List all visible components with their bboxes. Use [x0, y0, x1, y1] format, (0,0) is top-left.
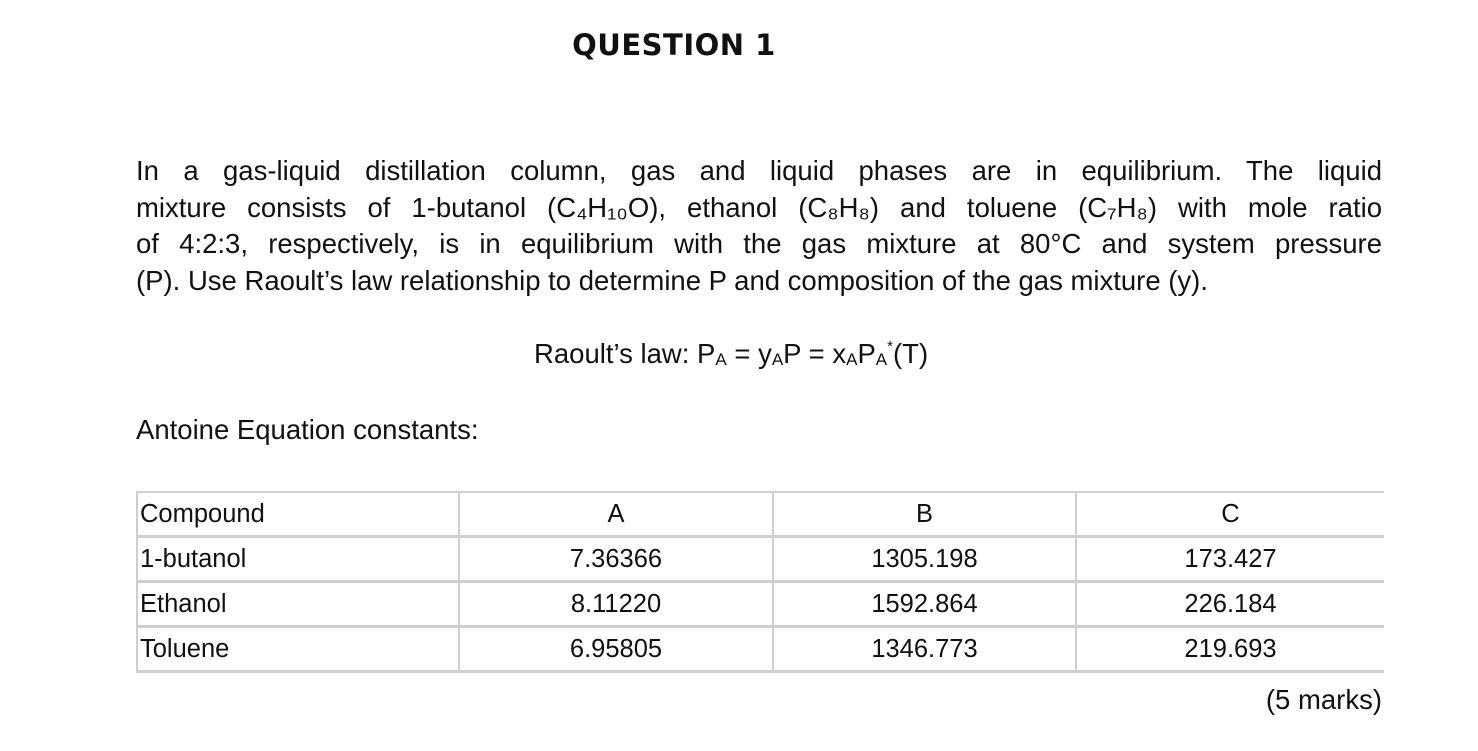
raoult-subscript: A [715, 350, 727, 369]
table-cell: 6.95805 [459, 627, 773, 672]
raoult-text: (T) [892, 338, 929, 369]
paragraph-line: mixture consists of 1-butanol (C₄H₁₀O), ethanol (C₈H₈) and toluene (C₇H₈) with mole ratio [136, 191, 1382, 223]
table-cell: 8.11220 [459, 582, 773, 627]
raoult-subscript: A [771, 350, 784, 369]
table-cell: 219.693 [1076, 627, 1384, 672]
table-cell: 7.36366 [459, 537, 773, 582]
raoult-superscript: * [887, 338, 893, 355]
table-cell: 173.427 [1076, 537, 1384, 582]
table-cell: 226.184 [1076, 582, 1384, 627]
raoult-text: = y [726, 338, 772, 369]
raoult-text: P [857, 338, 876, 369]
question-paragraph [136, 153, 1382, 299]
marks-label: (5 marks) [1265, 684, 1382, 715]
table-row [137, 582, 1384, 627]
table-cell: 1346.773 [773, 627, 1076, 672]
paragraph-line: In a gas-liquid distillation column, gas and liquid phases are in equilibrium. The liquid [136, 155, 1382, 186]
raoult-text: Raoult’s law: P [534, 338, 716, 369]
antoine-constants-table [136, 491, 1384, 673]
table-cell: 1-butanol [137, 537, 459, 582]
antoine-label: Antoine Equation constants: [136, 414, 479, 445]
table-header-cell: C [1076, 492, 1384, 537]
paragraph-line: (P). Use Raoult’s law relationship to determine P and composition of the gas mixture (y). [136, 264, 1208, 296]
table-cell: Toluene [137, 627, 459, 672]
table-cell: 1305.198 [773, 537, 1076, 582]
table-row [137, 627, 1384, 672]
paragraph-line: of 4:2:3, respectively, is in equilibrium with the gas mixture at 80°C and system pressure [136, 228, 1382, 259]
raoult-text: P = x [783, 338, 847, 369]
table-cell: Ethanol [137, 582, 459, 627]
table-header-cell: B [773, 492, 1076, 537]
table-header-cell: A [459, 492, 773, 537]
raoult-law-equation [534, 338, 928, 370]
table-header-cell: Compound [137, 492, 459, 537]
table-cell: 1592.864 [773, 582, 1076, 627]
raoult-subscript: A [846, 350, 858, 369]
question-title: QUESTION 1 [572, 28, 776, 62]
table-header-row [137, 492, 1384, 537]
raoult-subscript: A [875, 350, 888, 369]
table-row [137, 537, 1384, 582]
